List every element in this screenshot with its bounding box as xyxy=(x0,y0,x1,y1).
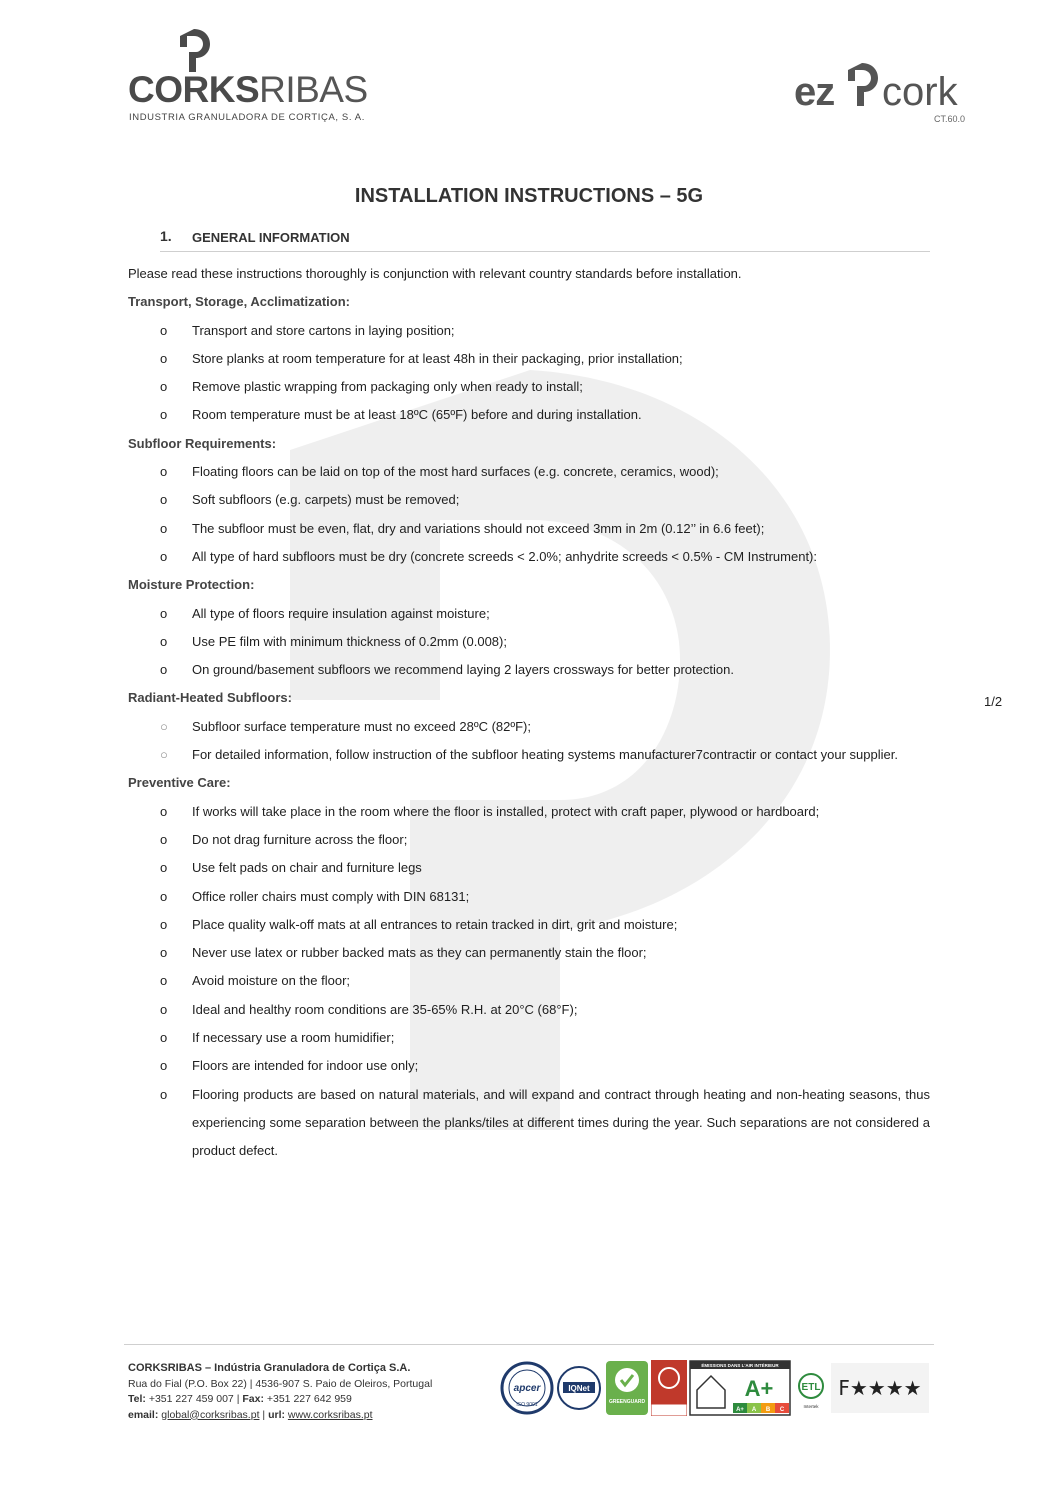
list-item xyxy=(128,798,930,826)
list-item xyxy=(128,911,930,939)
svg-text:ETL: ETL xyxy=(801,1382,821,1393)
iqnet-label: IQNet xyxy=(568,1384,590,1393)
footer-company: CORKSRIBAS – Indústria Granuladora de Cortiça S.A. xyxy=(128,1362,411,1374)
list-item-text: Office roller chairs must comply with DIN 68131; xyxy=(192,888,470,904)
apcer-badge-icon xyxy=(500,1360,554,1416)
list-item xyxy=(128,458,930,486)
list-item xyxy=(128,1052,930,1080)
url-link[interactable]: www.corksribas.pt xyxy=(287,1408,373,1421)
bullet-icon: o xyxy=(160,916,168,932)
bullet-icon: o xyxy=(160,605,168,621)
bullet-icon: o xyxy=(160,1086,168,1102)
fax-value: +351 227 642 959 xyxy=(266,1393,352,1405)
intertek-badge-icon xyxy=(796,1360,826,1416)
url-label: url: xyxy=(268,1408,285,1421)
bullet-icon: o xyxy=(160,464,168,480)
document-title: INSTALLATION INSTRUCTIONS – 5G xyxy=(354,185,704,207)
list-item-text: Never use latex or rubber backed mats as they can permanently stain the floor; xyxy=(192,945,647,961)
list-item-text: Remove plastic wrapping from packaging only when ready to install; xyxy=(192,379,583,395)
tel-value: +351 227 459 007 xyxy=(148,1393,234,1405)
subfloor-heading: Subfloor Requirements: xyxy=(128,435,277,451)
footer-address: Rua do Fial (P.O. Box 22) | 4536-907 S. Paio de Oleiros, Portugal xyxy=(128,1377,433,1390)
list-item-text: Soft subfloors (e.g. carpets) must be removed; xyxy=(192,492,460,508)
list-item-text: Avoid moisture on the floor; xyxy=(192,973,351,989)
list-item xyxy=(128,345,930,373)
list-item-text: Floors are intended for indoor use only; xyxy=(192,1058,419,1074)
bullet-icon: o xyxy=(160,973,168,989)
list-item xyxy=(128,1081,930,1166)
ezcork-symbol-icon xyxy=(844,60,880,108)
list-item-text: For detailed information, follow instruction of the subfloor heating systems manufacturer7contractir or contact your supplier. xyxy=(192,747,898,763)
emissions-scale-a-plus: A+ xyxy=(736,1407,744,1413)
separator: | xyxy=(236,1393,240,1405)
list-item xyxy=(128,317,930,345)
bullet-icon: o xyxy=(160,548,168,564)
section-heading xyxy=(160,227,930,252)
bullet-icon: o xyxy=(160,945,168,961)
radiant-list xyxy=(128,713,930,770)
apcer-label: apcer xyxy=(513,1383,541,1394)
fax-label: Fax: xyxy=(242,1393,264,1405)
greenguard-label: GREENGUARD xyxy=(608,1399,646,1405)
document-body xyxy=(128,260,930,1166)
care-list xyxy=(128,798,930,1166)
bullet-icon: o xyxy=(160,1058,168,1074)
list-item xyxy=(128,826,930,854)
list-item xyxy=(128,628,930,656)
brand-thin: RIBAS xyxy=(259,69,368,110)
bullet-icon: o xyxy=(160,860,168,876)
apcer-sub-label: ISO 9001 xyxy=(516,1402,538,1408)
list-item xyxy=(128,543,930,571)
subfloor-list xyxy=(128,458,930,571)
footer-divider xyxy=(124,1344,934,1345)
list-item-text: If works will take place in the room where the floor is installed, protect with craft paper, plywood or hardboard; xyxy=(192,803,820,819)
moisture-heading: Moisture Protection: xyxy=(128,577,255,593)
list-item-text: Subfloor surface temperature must no exceed 28ºC (82ºF); xyxy=(192,718,531,734)
ezcork-prefix: ez xyxy=(794,70,835,114)
list-item-text: Do not drag furniture across the floor; xyxy=(192,831,408,847)
list-item xyxy=(128,1024,930,1052)
greenguard-badge-icon xyxy=(605,1360,649,1416)
indoor-emissions-badge-icon xyxy=(689,1360,791,1416)
emissions-title: ÉMISSIONS DANS L'AIR INTÉRIEUR xyxy=(701,1363,779,1368)
list-item xyxy=(128,713,930,741)
list-item xyxy=(128,996,930,1024)
list-item-text: All type of hard subfloors must be dry (concrete screeds < 2.0%; anhydrite screeds < 0.5% - CM Instrument): xyxy=(192,548,817,564)
bullet-icon: o xyxy=(160,379,168,395)
section-number: 1. xyxy=(160,228,172,244)
list-item-text: On ground/basement subfloors we recommend laying 2 layers crossways for better protection. xyxy=(192,662,734,678)
brand-bold: CORKS xyxy=(128,69,260,110)
intertek-label: Intertek xyxy=(803,1404,819,1409)
list-item xyxy=(128,741,930,769)
email-link[interactable]: global@corksribas.pt xyxy=(161,1408,260,1421)
bullet-icon: o xyxy=(160,831,168,847)
list-item xyxy=(128,373,930,401)
bullet-icon: ○ xyxy=(160,747,168,763)
list-item-text: If necessary use a room humidifier; xyxy=(192,1030,395,1046)
care-heading: Preventive Care: xyxy=(128,775,231,791)
transport-heading: Transport, Storage, Acclimatization: xyxy=(128,294,351,310)
moisture-list xyxy=(128,600,930,685)
iqnet-badge-icon xyxy=(556,1360,602,1416)
page-number: 1/2 xyxy=(984,694,1003,709)
list-item-text: Ideal and healthy room conditions are 35-65% R.H. at 20°C (68°F); xyxy=(192,1001,578,1017)
bullet-icon: o xyxy=(160,1001,168,1017)
floorscore-label: F★★★★ xyxy=(838,1376,922,1400)
emissions-grade: A+ xyxy=(744,1376,774,1401)
bullet-icon: o xyxy=(160,633,168,649)
company-tagline: INDUSTRIA GRANULADORA DE CORTIÇA, S. A. xyxy=(129,112,365,123)
list-item-text: Use PE film with minimum thickness of 0.2mm (0.008); xyxy=(192,633,507,649)
certification-badges xyxy=(500,1360,932,1418)
list-item-text: Store planks at room temperature for at least 48h in their packaging, prior installation; xyxy=(192,350,683,366)
document-code: CT.60.0 xyxy=(933,114,965,124)
list-item xyxy=(128,486,930,514)
list-item-text: Floating floors can be laid on top of the most hard surfaces (e.g. concrete, ceramics, wood); xyxy=(192,464,719,480)
list-item xyxy=(128,600,930,628)
bullet-icon: o xyxy=(160,322,168,338)
list-item xyxy=(128,854,930,882)
floorscore-badge-icon xyxy=(830,1360,930,1416)
bullet-icon: o xyxy=(160,662,168,678)
bullet-icon: o xyxy=(160,888,168,904)
bullet-icon: ○ xyxy=(160,718,168,734)
list-item xyxy=(128,515,930,543)
list-item xyxy=(128,967,930,995)
footer-web xyxy=(128,1408,432,1424)
list-item-text: Room temperature must be at least 18ºC (65ºF) before and during installation. xyxy=(192,407,642,423)
footer-phones xyxy=(128,1392,432,1408)
emissions-scale-b: B xyxy=(765,1407,771,1413)
celiege-badge-icon xyxy=(651,1360,687,1416)
list-item-text: The subfloor must be even, flat, dry and variations should not exceed 3mm in 2m (0.12’’ in 6.6 feet); xyxy=(192,520,765,536)
emissions-scale-a: A xyxy=(751,1407,757,1413)
section-title: GENERAL INFORMATION xyxy=(192,230,350,245)
bullet-icon: o xyxy=(160,492,168,508)
list-item-text: Flooring products are based on natural materials, and will expand and contract through heating and non-heating seasons, thus experiencing some separation between the planks/tiles at different times during the year. Such separations are not considered a product defect. xyxy=(192,1086,930,1159)
bullet-icon: o xyxy=(160,407,168,423)
corksribas-logo xyxy=(128,26,368,126)
bullet-icon: o xyxy=(160,1030,168,1046)
separator: | xyxy=(262,1408,266,1421)
bullet-icon: o xyxy=(160,520,168,536)
list-item xyxy=(128,883,930,911)
bullet-icon: o xyxy=(160,803,168,819)
ezcork-logo xyxy=(794,60,969,130)
list-item-text: All type of floors require insulation against moisture; xyxy=(192,605,490,621)
corksribas-wordmark xyxy=(128,70,368,110)
list-item xyxy=(128,656,930,684)
intro-paragraph: Please read these instructions thoroughly is conjunction with relevant country standards before installation. xyxy=(128,266,742,281)
bullet-icon: o xyxy=(160,350,168,366)
tel-label: Tel: xyxy=(128,1393,146,1405)
emissions-scale-c: C xyxy=(779,1407,785,1413)
list-item xyxy=(128,939,930,967)
corksribas-symbol-icon xyxy=(174,26,214,74)
list-item xyxy=(128,401,930,429)
transport-list xyxy=(128,317,930,430)
footer-contact xyxy=(128,1361,432,1423)
email-label: email: xyxy=(128,1408,159,1421)
radiant-heading: Radiant-Heated Subfloors: xyxy=(128,690,292,706)
list-item-text: Transport and store cartons in laying position; xyxy=(192,322,455,338)
list-item-text: Use felt pads on chair and furniture legs xyxy=(192,860,422,876)
list-item-text: Place quality walk-off mats at all entrances to retain tracked in dirt, grit and moisture; xyxy=(192,916,678,932)
ezcork-suffix: cork xyxy=(882,70,958,114)
